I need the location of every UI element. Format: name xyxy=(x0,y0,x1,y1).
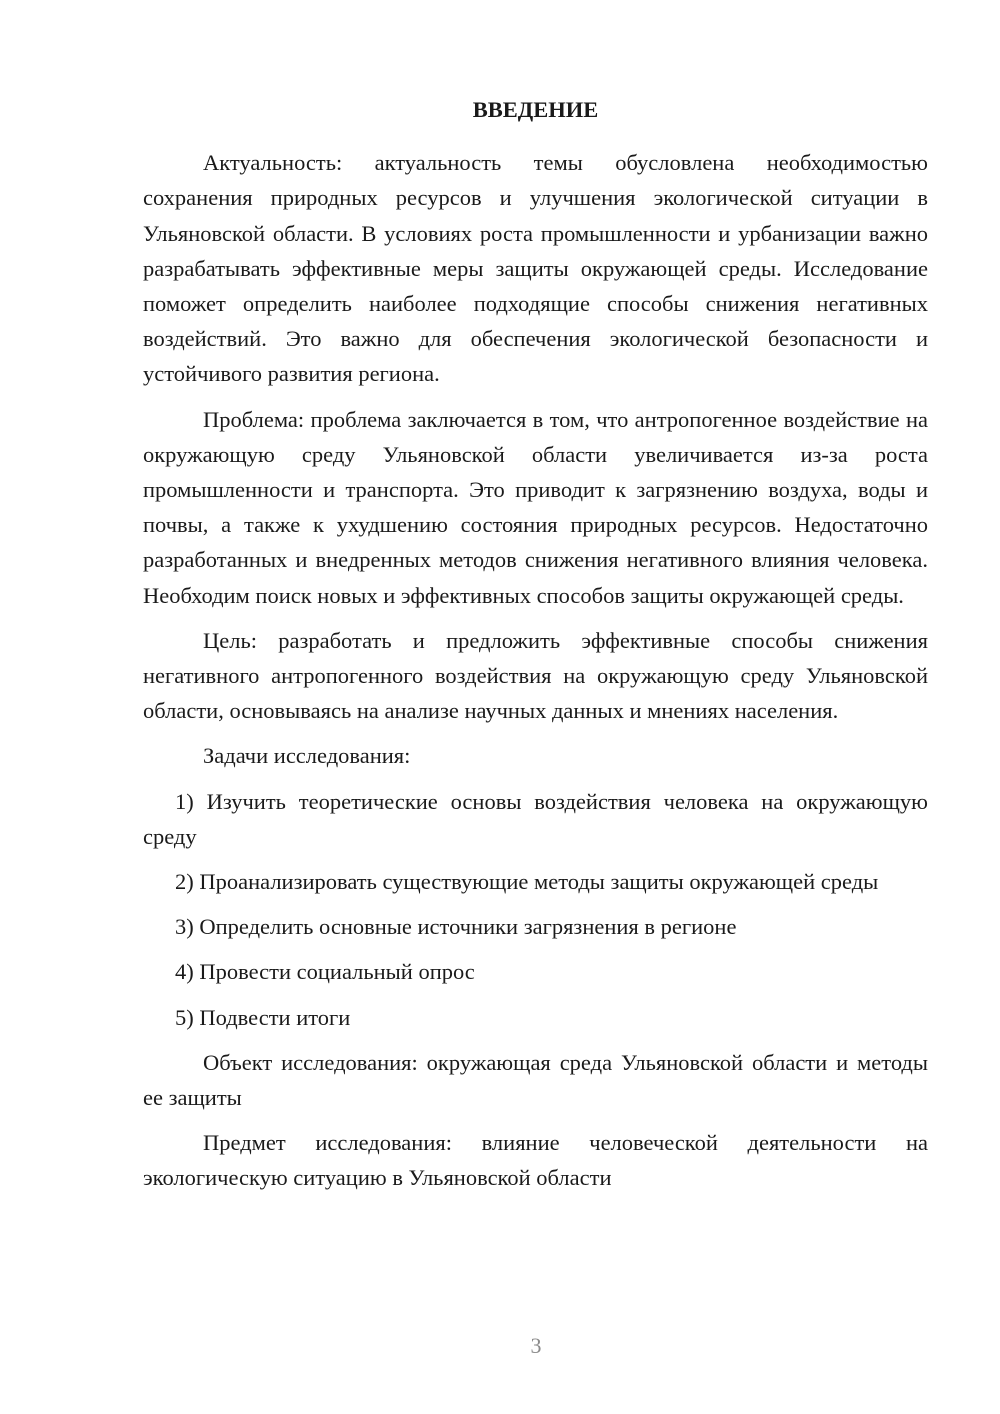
task-item-1: 1) Изучить теоретические основы воздействия человека на окружающую среду xyxy=(143,788,928,849)
page-number: 3 xyxy=(530,1333,542,1358)
paragraph-relevance: Актуальность: актуальность темы обусловлена необходимостью сохранения природных ресурсов и улучшения экологической ситуации в Ульяновской области. В условиях роста промышленности и урбанизации важно разрабатывать эффективные меры защиты окружающей среды. Исследование поможет определить наиболее подходящие способы снижения негативных воздействий. Это важно для обеспечения экологической безопасности и устойчивого развития региона. xyxy=(143,150,928,387)
task-item-5: 5) Подвести итоги xyxy=(175,1004,351,1030)
task-item-4: 4) Провести социальный опрос xyxy=(175,959,475,985)
task-item-2: 2) Проанализировать существующие методы защиты окружающей среды xyxy=(175,869,879,895)
paragraph-problem: Проблема: проблема заключается в том, что антропогенное воздействие на окружающую среду Ульяновской области увеличивается из-за роста промышленности и транспорта. Это приводит к загрязнению воздуха, воды и почвы, а также к ухудшению состояния природных ресурсов. Недостаточно разработанных и внедренных методов снижения негативного влияния человека. Необходим поиск новых и эффективных способов защиты окружающей среды. xyxy=(143,406,928,608)
section-title: ВВЕДЕНИЕ xyxy=(472,97,599,122)
paragraph-object: Объект исследования: окружающая среда Ульяновской области и методы ее защиты xyxy=(143,1049,928,1111)
tasks-list xyxy=(143,784,928,1035)
task-item-3: 3) Определить основные источники загрязнения в регионе xyxy=(175,914,737,940)
tasks-heading: Задачи исследования: xyxy=(203,743,411,769)
document-page xyxy=(143,92,928,1206)
paragraph-goal: Цель: разработать и предложить эффективные способы снижения негативного антропогенного воздействия на окружающую среду Ульяновской области, основываясь на анализе научных данных и мнениях населения. xyxy=(143,627,928,724)
paragraph-subject: Предмет исследования: влияние человеческой деятельности на экологическую ситуацию в Ульяновской области xyxy=(143,1130,928,1191)
